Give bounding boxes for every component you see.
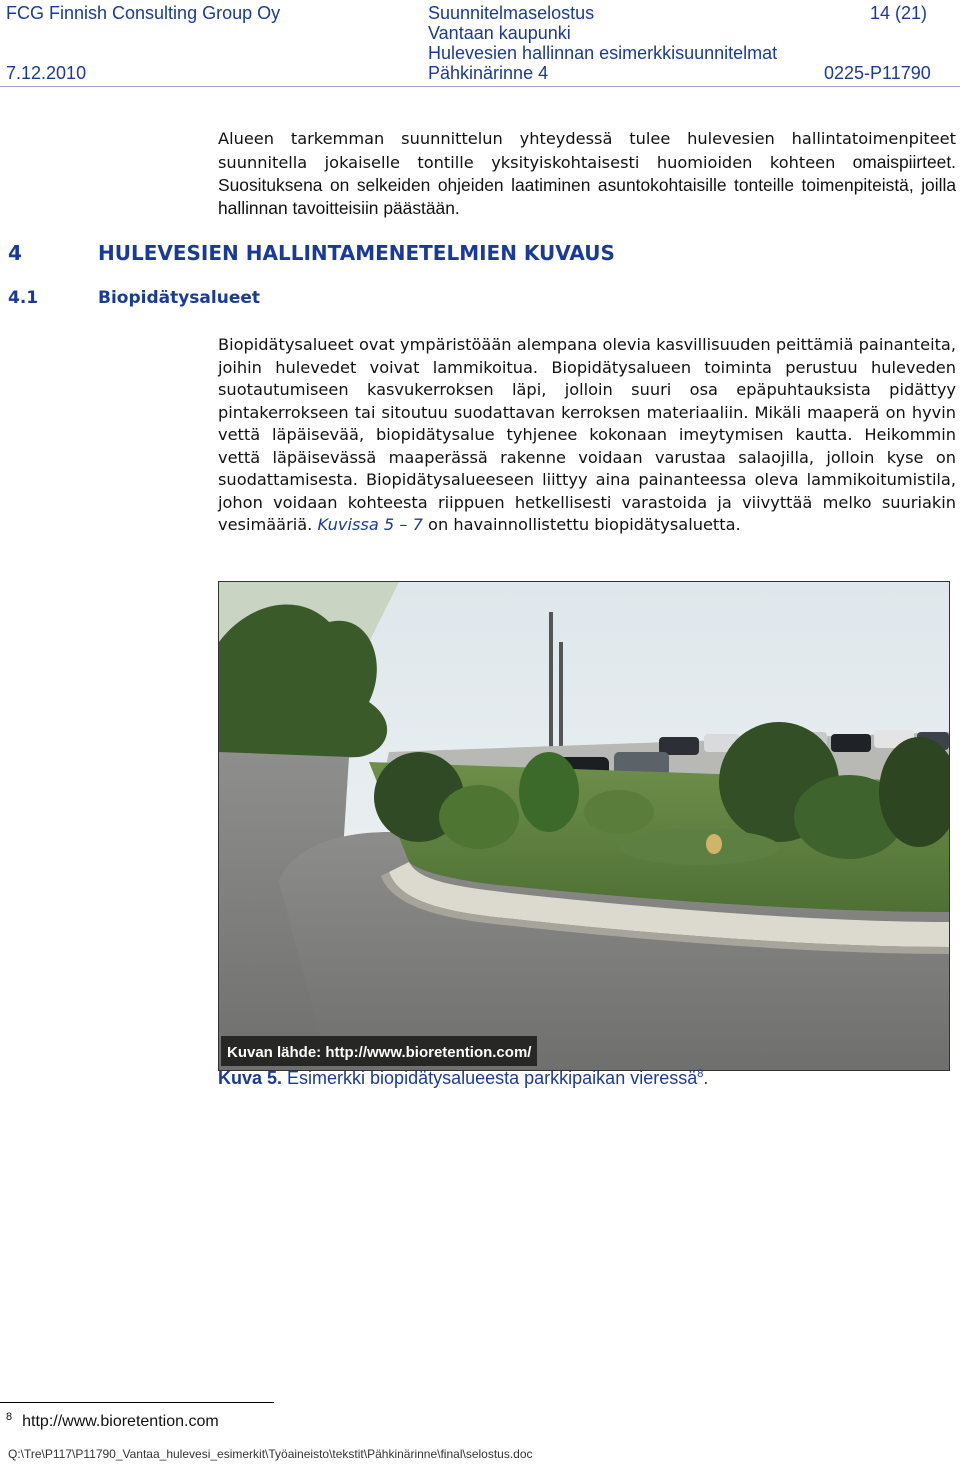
- intro-paragraph: [218, 127, 956, 219]
- header-project: Hulevesien hallinnan esimerkkisuunnitelmat: [428, 43, 778, 63]
- figure-caption: [218, 1068, 708, 1089]
- header-date: 7.12.2010: [6, 63, 87, 83]
- body-text-tail: on havainnollistettu biopidätysaluetta.: [422, 515, 741, 534]
- intro-paragraph-rest: omaispiirteet. Suosituksena on selkeiden ohjeiden laatiminen asuntokohtaisille tonteille toimenpiteistä, joilla hallinnan tavoitteisiin päästään.: [218, 151, 956, 218]
- section-number: 4: [8, 241, 22, 265]
- body-paragraph: [218, 334, 956, 537]
- photo-source-label: Kuvan lähde: http://www.bioretention.com/: [227, 1044, 532, 1061]
- subsection-number: 4.1: [8, 288, 39, 308]
- header-page-number: 14 (21): [870, 3, 928, 23]
- header-client: Vantaan kaupunki: [428, 23, 571, 43]
- photo-illustration: [219, 582, 949, 1070]
- caption-footnote-ref: 8: [697, 1068, 704, 1080]
- caption-end: .: [703, 1068, 709, 1088]
- footnote-divider: [0, 1402, 274, 1403]
- header-project-code: 0225-P11790: [824, 63, 931, 83]
- footnote-link[interactable]: http://www.bioretention.com: [22, 1413, 219, 1430]
- bioretention-photo: [218, 581, 950, 1071]
- caption-text: Esimerkki biopidätysalueesta parkkipaikan vieressä: [282, 1068, 698, 1088]
- light-pole: [549, 612, 553, 762]
- header-site: Pähkinärinne 4: [428, 63, 549, 83]
- intro-paragraph-lead: Alueen tarkemman suunnittelun yhteydessä tulee hulevesien hallintatoimenpiteet suunnitella jokaiselle tontille yksityiskohtaisesti huomioiden kohteen: [218, 129, 956, 172]
- footnote-number: 8: [6, 1411, 13, 1423]
- body-text: Biopidätysalueet ovat ympäristöään alempana olevia kasvillisuuden peittämiä painanteita, joihin hulevedet voivat lammikoitua. Biopidätysalueen toiminta perustuu huleveden suotautumiseen kasvukerroksen läpi, jolloin suuri osa epäpuhtauksista pidättyy pintakerrokseen tai sitoutuu suodattavan kerroksen materiaaliin. Mikäli maaperä on hyvin vettä läpäisevää, biopidätysalue tyhjenee kokonaan imeytymisen kautta. Heikommin vettä läpäisevässä maaperässä rakenne voidaan varustaa salaojilla, jolloin kyse on suodattamisesta. Biopidätysalueeseen liittyy aina painanteessa oleva lammikoitumistila, johon voidaan kohteesta riippuen hetkellisesti varastoida ja viivyttää melko suuriakin vesimääriä.: [218, 335, 956, 534]
- file-path: Q:\Tre\P117\P11790_Vantaa_hulevesi_esimerkit\Työaineisto\tekstit\Pähkinärinne\final\selostus.doc: [8, 1447, 533, 1461]
- subsection-title: Biopidätysalueet: [98, 288, 261, 308]
- figure-reference: Kuvissa 5 – 7: [317, 515, 423, 534]
- header-company: FCG Finnish Consulting Group Oy: [6, 3, 281, 23]
- inlet-marker: [706, 834, 722, 854]
- header-doc-type: Suunnitelmaselostus: [428, 3, 595, 23]
- caption-label: Kuva 5.: [218, 1068, 283, 1088]
- header-divider: [0, 86, 960, 87]
- footnote: [6, 1411, 219, 1431]
- section-title: HULEVESIEN HALLINTAMENETELMIEN KUVAUS: [98, 241, 615, 265]
